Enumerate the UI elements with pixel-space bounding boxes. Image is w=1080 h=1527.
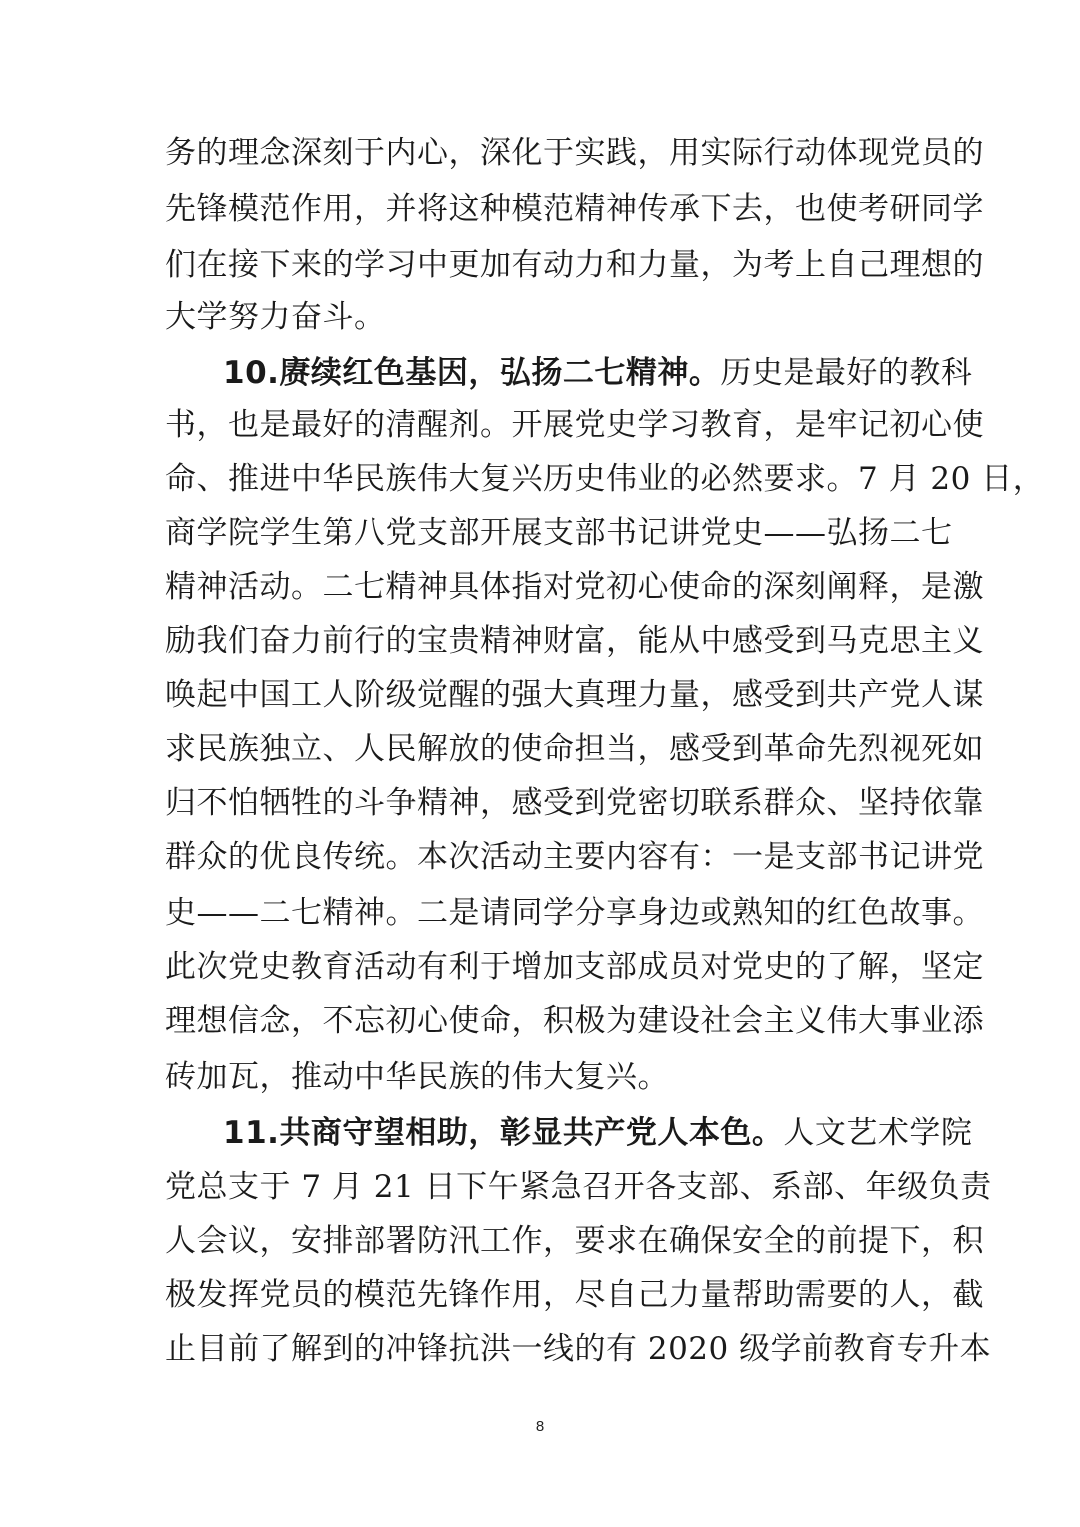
paragraph-line: 理想信念，不忘初心使命，积极为建设社会主义伟大事业添 bbox=[165, 1003, 984, 1039]
paragraph-line: 精神活动。二七精神具体指对党初心使命的深刻阐释，是激 bbox=[165, 569, 984, 605]
paragraph-line: 励我们奋力前行的宝贵精神财富，能从中感受到马克思主义 bbox=[165, 623, 984, 659]
paragraph-line: 归不怕牺牲的斗争精神，感受到党密切联系群众、坚持依靠 bbox=[165, 785, 984, 821]
paragraph-line: 求民族独立、人民解放的使命担当，感受到革命先烈视死如 bbox=[165, 731, 984, 767]
section-10-first-line bbox=[223, 345, 973, 401]
paragraph-line: 人会议，安排部署防汛工作，要求在确保安全的前提下，积 bbox=[165, 1223, 984, 1259]
paragraph-line: 史——二七精神。二是请同学分享身边或熟知的红色故事。 bbox=[165, 895, 984, 931]
paragraph-line: 党总支于 7 月 21 日下午紧急召开各支部、系部、年级负责 bbox=[165, 1169, 992, 1205]
page-number: 8 bbox=[535, 1418, 545, 1435]
paragraph-line: 砖加瓦，推动中华民族的伟大复兴。 bbox=[165, 1059, 669, 1095]
section-10-heading: 10.赓续红色基因，弘扬二七精神。 bbox=[223, 355, 721, 391]
paragraph-line: 唤起中国工人阶级觉醒的强大真理力量，感受到共产党人谋 bbox=[165, 677, 984, 713]
paragraph-line: 极发挥党员的模范先锋作用，尽自己力量帮助需要的人，截 bbox=[165, 1277, 984, 1313]
paragraph-line: 群众的优良传统。本次活动主要内容有：一是支部书记讲党 bbox=[165, 839, 984, 875]
paragraph-line: 们在接下来的学习中更加有动力和力量，为考上自己理想的 bbox=[165, 247, 984, 283]
paragraph-line: 命、推进中华民族伟大复兴历史伟业的必然要求。7 月 20 日， bbox=[165, 461, 1045, 497]
paragraph-line: 此次党史教育活动有利于增加支部成员对党史的了解，坚定 bbox=[165, 949, 984, 985]
paragraph-line: 大学努力奋斗。 bbox=[165, 299, 386, 335]
paragraph-line: 止目前了解到的冲锋抗洪一线的有 2020 级学前教育专升本 bbox=[165, 1331, 992, 1367]
paragraph-line: 先锋模范作用，并将这种模范精神传承下去，也使考研同学 bbox=[165, 191, 984, 227]
paragraph-line: 务的理念深刻于内心，深化于实践，用实际行动体现党员的 bbox=[165, 135, 984, 171]
paragraph-line: 书，也是最好的清醒剂。开展党史学习教育，是牢记初心使 bbox=[165, 407, 984, 443]
paragraph-line: 商学院学生第八党支部开展支部书记讲党史——弘扬二七 bbox=[165, 515, 953, 551]
section-11-first-line-rest: 人文艺术学院 bbox=[783, 1115, 973, 1151]
section-10-first-line-rest: 历史是最好的教科 bbox=[720, 355, 973, 391]
section-11-heading: 11.共商守望相助，彰显共产党人本色。 bbox=[223, 1115, 784, 1151]
section-11-first-line bbox=[223, 1105, 973, 1161]
